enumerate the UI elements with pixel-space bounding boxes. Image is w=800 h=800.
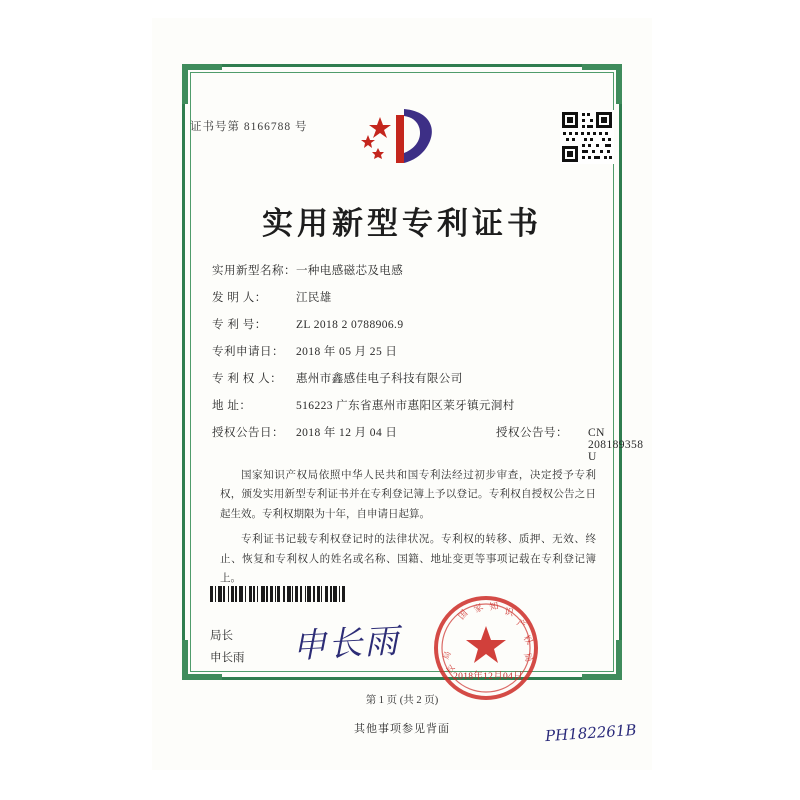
svg-text:知: 知 xyxy=(488,601,500,613)
svg-text:家: 家 xyxy=(472,602,486,616)
field-row-address xyxy=(212,397,600,413)
field-label-secondary: 授权公告号： xyxy=(496,427,568,439)
barcode xyxy=(210,586,360,602)
svg-text:权: 权 xyxy=(444,663,457,676)
svg-text:识: 识 xyxy=(503,607,515,619)
field-value: 惠州市鑫感佳电子科技有限公司 xyxy=(296,373,463,385)
field-value: 516223 广东省惠州市惠阳区莱牙镇元洞村 xyxy=(296,400,515,412)
svg-text:权: 权 xyxy=(520,633,535,647)
director-name-label: 申长雨 xyxy=(210,651,245,664)
handwritten-signature: 申长雨 xyxy=(291,621,402,667)
field-label: 地 址： xyxy=(212,400,252,412)
official-red-seal-icon xyxy=(432,594,540,702)
field-value: 江民雄 xyxy=(296,292,332,304)
svg-text:产: 产 xyxy=(514,618,528,632)
field-value: 一种电感磁芯及电感 xyxy=(296,265,404,277)
field-value-secondary: CN 208189358 U xyxy=(588,427,644,463)
field-label: 专 利 号： xyxy=(212,319,267,331)
field-label: 专利申请日： xyxy=(212,346,284,358)
legal-body-text xyxy=(220,466,596,595)
field-label: 实用新型名称： xyxy=(212,265,296,277)
page-number: 第 1 页 (共 2 页) xyxy=(365,695,439,706)
qr-code-icon xyxy=(560,110,614,164)
field-label: 专 利 权 人： xyxy=(212,373,283,385)
field-row-patentee xyxy=(212,370,600,386)
legal-paragraph-1: 国家知识产权局依照中华人民共和国专利法经过初步审查，决定授予专利权，颁发实用新型专利证书并在专利登记簿上予以登记。专利权自授权公告之日起生效。专利权期限为十年，自申请日起算。 xyxy=(220,470,596,520)
field-value: 2018 年 05 月 25 日 xyxy=(296,346,398,358)
field-row-grant-announcement xyxy=(212,424,644,463)
seal-date: 2018年12月04日 xyxy=(453,672,523,682)
page-title: 实用新型专利证书 xyxy=(262,206,542,242)
corner-ornament-bottom-right xyxy=(582,640,622,680)
director-title-label: 局长 xyxy=(210,630,233,642)
field-label: 发 明 人： xyxy=(212,292,267,304)
field-row-inventor xyxy=(212,289,600,305)
certificate-sheet xyxy=(152,18,652,770)
legal-paragraph-2: 专利证书记载专利权登记时的法律状况。专利权的转移、质押、无效、终止、恢复和专利权人的姓名或名称、国籍、地址变更等事项记载在专利登记簿上。 xyxy=(220,534,596,585)
handwritten-note: PH182261B xyxy=(544,720,637,746)
field-value: 2018 年 12 月 04 日 xyxy=(296,427,398,439)
footnote: 其他事项参见背面 xyxy=(354,723,450,735)
svg-text:局: 局 xyxy=(521,651,534,664)
svg-text:国: 国 xyxy=(456,608,471,623)
certificate-number: 证书号第 8166788 号 xyxy=(190,121,308,133)
field-label: 授权公告日： xyxy=(212,427,284,439)
svg-text:局: 局 xyxy=(441,650,453,661)
signature-labels xyxy=(210,626,245,670)
field-value: ZL 2018 2 0788906.9 xyxy=(296,319,404,331)
field-row-application-date xyxy=(212,343,600,359)
certificate-fields xyxy=(212,262,644,474)
field-row-invention-name xyxy=(212,262,600,278)
field-row-patent-number xyxy=(212,316,600,332)
